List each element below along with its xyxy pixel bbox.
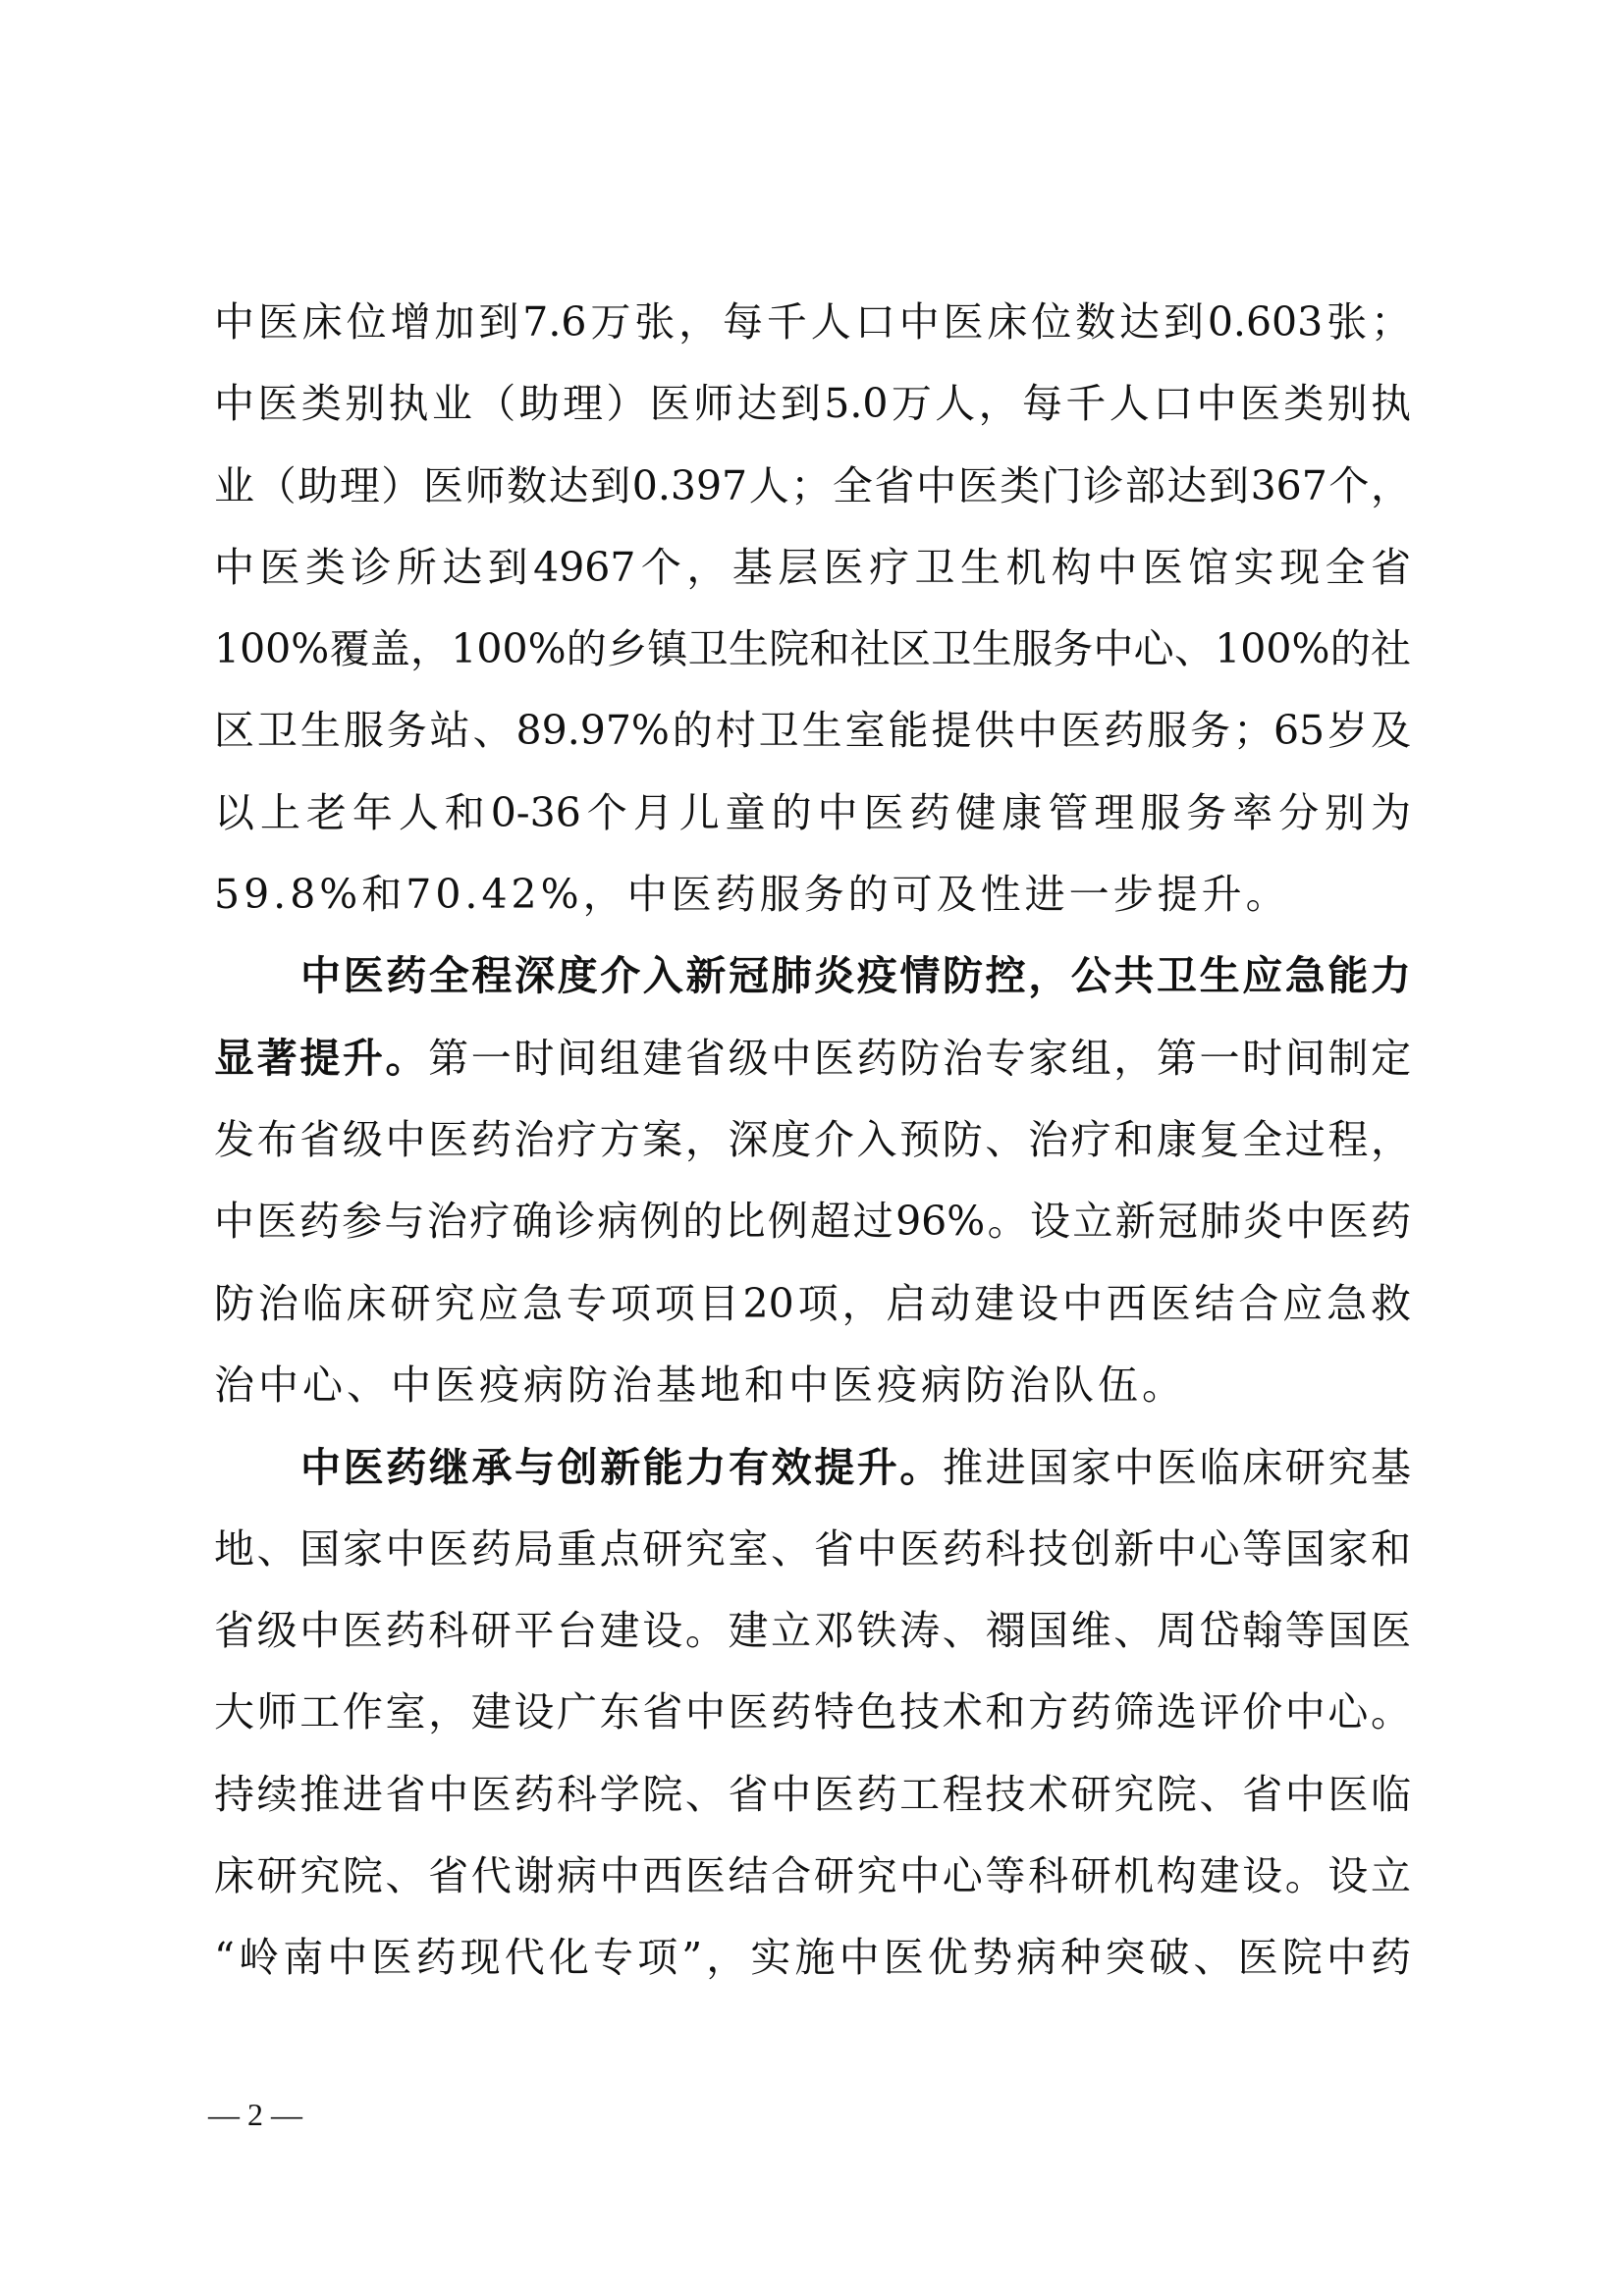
text-span: 推进国家中医临床研究基: [943, 1444, 1411, 1491]
text-line: 床研究院、省代谢病中西医结合研究中心等科研机构建设。设立: [214, 1852, 1411, 1899]
text-line: 地、国家中医药局重点研究室、省中医药科技创新中心等国家和: [214, 1525, 1411, 1573]
text-line: “岭南中医药现代化专项”，实施中医优势病种突破、医院中药: [214, 1934, 1411, 1981]
text-line: 中医类别执业（助理）医师达到5.0万人，每千人口中医类别执: [214, 380, 1411, 427]
text-line: 省级中医药科研平台建设。建立邓铁涛、禤国维、周岱翰等国医: [214, 1607, 1411, 1654]
text-line: 以上老年人和0-36个月儿童的中医药健康管理服务率分别为: [214, 789, 1411, 836]
text-span: 第一时间组建省级中医药防治专家组，第一时间制定: [428, 1035, 1412, 1082]
text-line: 中医类诊所达到4967个，基层医疗卫生机构中医馆实现全省: [214, 544, 1411, 591]
text-line: 发布省级中医药治疗方案，深度介入预防、治疗和康复全过程，: [214, 1116, 1411, 1163]
text-line: [214, 1029, 1411, 1088]
text-line: 持续推进省中医药科学院、省中医药工程技术研究院、省中医临: [214, 1771, 1411, 1818]
text-line: 治中心、中医疫病防治基地和中医疫病防治队伍。: [214, 1362, 1186, 1409]
text-line: 中医床位增加到7.6万张，每千人口中医床位数达到0.603张；: [214, 298, 1411, 346]
paragraph-heading: 中医药继承与创新能力有效提升。: [300, 1444, 943, 1491]
text-line: 区卫生服务站、89.97%的村卫生室能提供中医药服务；65岁及: [214, 707, 1411, 754]
paragraph-heading-continued: 显著提升。: [214, 1035, 429, 1082]
text-line: 业（助理）医师数达到0.397人；全省中医类门诊部达到367个，: [214, 462, 1411, 509]
text-line: 防治临床研究应急专项项目20项，启动建设中西医结合应急救: [214, 1280, 1411, 1327]
text-line: [300, 1438, 1411, 1497]
text-line: 59.8%和70.42%，中医药服务的可及性进一步提升。: [214, 871, 1290, 918]
text-line: 100%覆盖，100%的乡镇卫生院和社区卫生服务中心、100%的社: [214, 625, 1411, 672]
page-number: — 2 —: [208, 2097, 302, 2132]
paragraph-heading: 中医药全程深度介入新冠肺炎疫情防控，公共卫生应急能力: [300, 952, 1411, 999]
text-line: 中医药参与治疗确诊病例的比例超过96%。设立新冠肺炎中医药: [214, 1198, 1411, 1245]
text-line: 大师工作室，建设广东省中医药特色技术和方药筛选评价中心。: [214, 1688, 1411, 1735]
